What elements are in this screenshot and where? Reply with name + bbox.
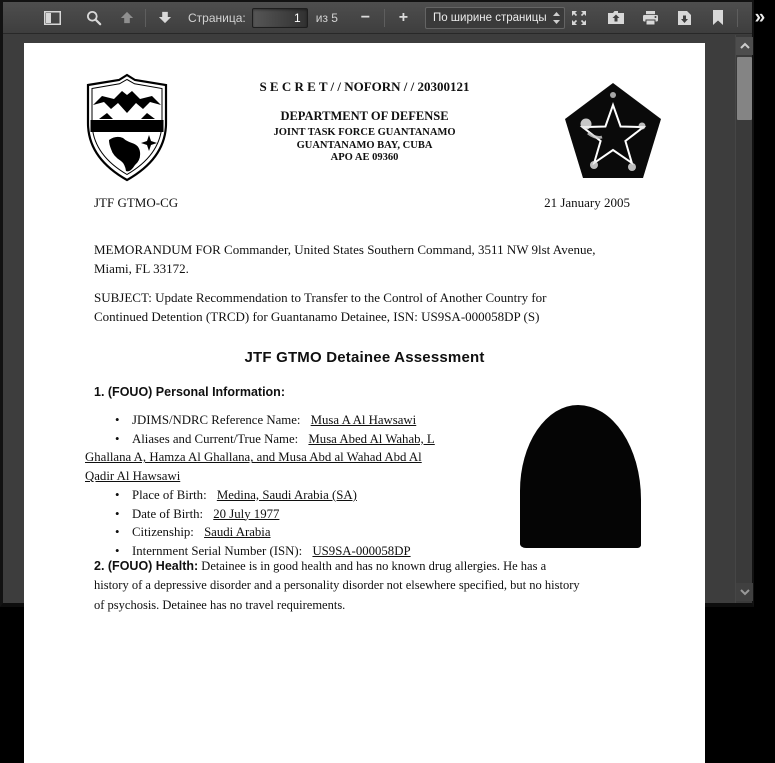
- toggle-sidebar-button[interactable]: [39, 5, 66, 30]
- citizenship-label: Citizenship:: [132, 525, 194, 540]
- bullet-icon: •: [115, 413, 120, 427]
- section2-heading: 2. (FOUO) Health:: [94, 559, 199, 573]
- subject-line: Continued Detention (TRCD) for Guantanamo Detainee, ISN: US9SA-000058DP (S): [94, 309, 540, 324]
- page-count-label: из 5: [315, 10, 338, 25]
- org-line: APO AE 09360: [330, 152, 399, 163]
- bookmark-icon: [712, 10, 724, 25]
- bullet-icon: •: [115, 543, 120, 558]
- health-line: of psychosis. Detainee has no travel requirements.: [94, 597, 346, 612]
- page-number-input[interactable]: [252, 8, 308, 28]
- isn-label: Internment Serial Number (ISN):: [132, 543, 303, 558]
- jdims-value: Musa A Al Hawsawi: [310, 413, 417, 427]
- zoom-in-button[interactable]: [390, 5, 417, 30]
- assessment-title: JTF GTMO Detainee Assessment: [244, 349, 485, 366]
- presentation-mode-button[interactable]: [566, 5, 593, 30]
- list-item: [94, 505, 564, 524]
- memo-line: MEMORANDUM FOR Commander, United States Southern Command, 3511 NW 9lst Avenue,: [94, 242, 596, 257]
- health-line: history of a depressive disorder and a personality disorder not elsewhere specified, but no history: [94, 578, 580, 593]
- health-text: Detainee is in good health and has no known drug allergies. He has a: [201, 559, 547, 573]
- dob-label: Date of Birth:: [132, 506, 204, 521]
- agency-name: DEPARTMENT OF DEFENSE: [280, 109, 449, 123]
- office-date-row: [94, 195, 630, 211]
- minus-icon: −: [360, 8, 371, 26]
- document-viewport[interactable]: [3, 35, 752, 612]
- arrow-up-icon: [119, 10, 135, 25]
- scroll-up-button[interactable]: [736, 37, 753, 55]
- list-item: [94, 523, 564, 542]
- chevron-double-right-icon: »: [754, 6, 764, 28]
- open-file-button[interactable]: [603, 5, 630, 30]
- org-address-block: [24, 127, 705, 165]
- personal-info-list: [85, 411, 564, 561]
- select-caret-icon: [553, 12, 560, 24]
- alias-label: Aliases and Current/True Name:: [132, 431, 299, 446]
- bookmark-button[interactable]: [705, 5, 732, 30]
- scrollbar-thumb[interactable]: [737, 57, 752, 120]
- bullet-icon: •: [115, 431, 120, 446]
- list-item: [94, 430, 564, 449]
- classification-banner: S E C R E T / / NOFORN / / 20300121: [259, 79, 470, 94]
- toolbar-separator: [737, 9, 738, 27]
- scroll-down-button[interactable]: [736, 583, 753, 601]
- find-button[interactable]: [80, 5, 107, 30]
- memo-line: Miami, FL 33172.: [94, 261, 189, 276]
- org-line: GUANTANAMO BAY, CUBA: [296, 139, 433, 151]
- bullet-icon: •: [115, 506, 120, 521]
- document-date: 21 January 2005: [544, 195, 630, 210]
- pob-value: Medina, Saudi Arabia (SA): [216, 487, 357, 502]
- dob-value: 20 July 1977: [213, 506, 280, 521]
- jdims-label: JDIMS/NDRC Reference Name:: [132, 413, 301, 427]
- memorandum-for: [94, 240, 654, 278]
- vertical-scrollbar[interactable]: [735, 35, 752, 603]
- print-button[interactable]: [637, 5, 664, 30]
- zoom-level-select[interactable]: [425, 7, 565, 29]
- section1-heading: 1. (FOUO) Personal Information:: [94, 385, 285, 399]
- toolbar-separator: [384, 9, 385, 27]
- more-tools-button[interactable]: [743, 5, 775, 30]
- open-file-icon: [607, 10, 625, 25]
- search-icon: [86, 10, 102, 26]
- section2-health: [94, 557, 694, 615]
- subject-block: [94, 288, 654, 326]
- next-page-button[interactable]: [151, 5, 178, 30]
- alias-wrap-line: Ghallana A, Hamza Al Ghallana, and Musa Abd al Wahad Abd Al: [85, 450, 422, 465]
- redacted-photo: [520, 405, 641, 548]
- office-symbol: JTF GTMO-CG: [94, 195, 179, 210]
- org-line: JOINT TASK FORCE GUANTANAMO: [273, 127, 456, 138]
- download-button[interactable]: [671, 5, 698, 30]
- list-item: [94, 486, 564, 505]
- pdf-page: [24, 43, 705, 763]
- list-item: [94, 411, 564, 430]
- isn-value: US9SA-000058DP: [312, 543, 411, 558]
- chevron-up-icon: [740, 43, 750, 49]
- subject-line: SUBJECT: Update Recommendation to Transfer to the Control of Another Country for: [94, 290, 547, 305]
- citizenship-value: Saudi Arabia: [204, 525, 271, 540]
- zoom-out-button[interactable]: [352, 5, 379, 30]
- pdf-toolbar: [3, 2, 764, 34]
- plus-icon: +: [398, 8, 409, 26]
- printer-icon: [642, 10, 659, 26]
- fullscreen-expand-icon: [571, 10, 587, 26]
- zoom-level-value: По ширине страницы: [432, 11, 547, 24]
- previous-page-button[interactable]: [113, 5, 140, 30]
- pob-label: Place of Birth:: [132, 487, 207, 502]
- alias-wrap-line: Qadir Al Hawsawi: [85, 469, 181, 484]
- page-label: Страница:: [188, 10, 246, 25]
- health-line: [94, 557, 694, 576]
- toolbar-separator: [145, 9, 146, 27]
- chevron-down-icon: [740, 589, 750, 595]
- arrow-down-icon: [157, 10, 173, 25]
- download-icon: [677, 10, 692, 26]
- alias-value: Musa Abed Al Wahab, L: [308, 431, 435, 446]
- sidebar-toggle-icon: [44, 11, 61, 25]
- bullet-icon: •: [115, 525, 120, 540]
- bullet-icon: •: [115, 487, 120, 502]
